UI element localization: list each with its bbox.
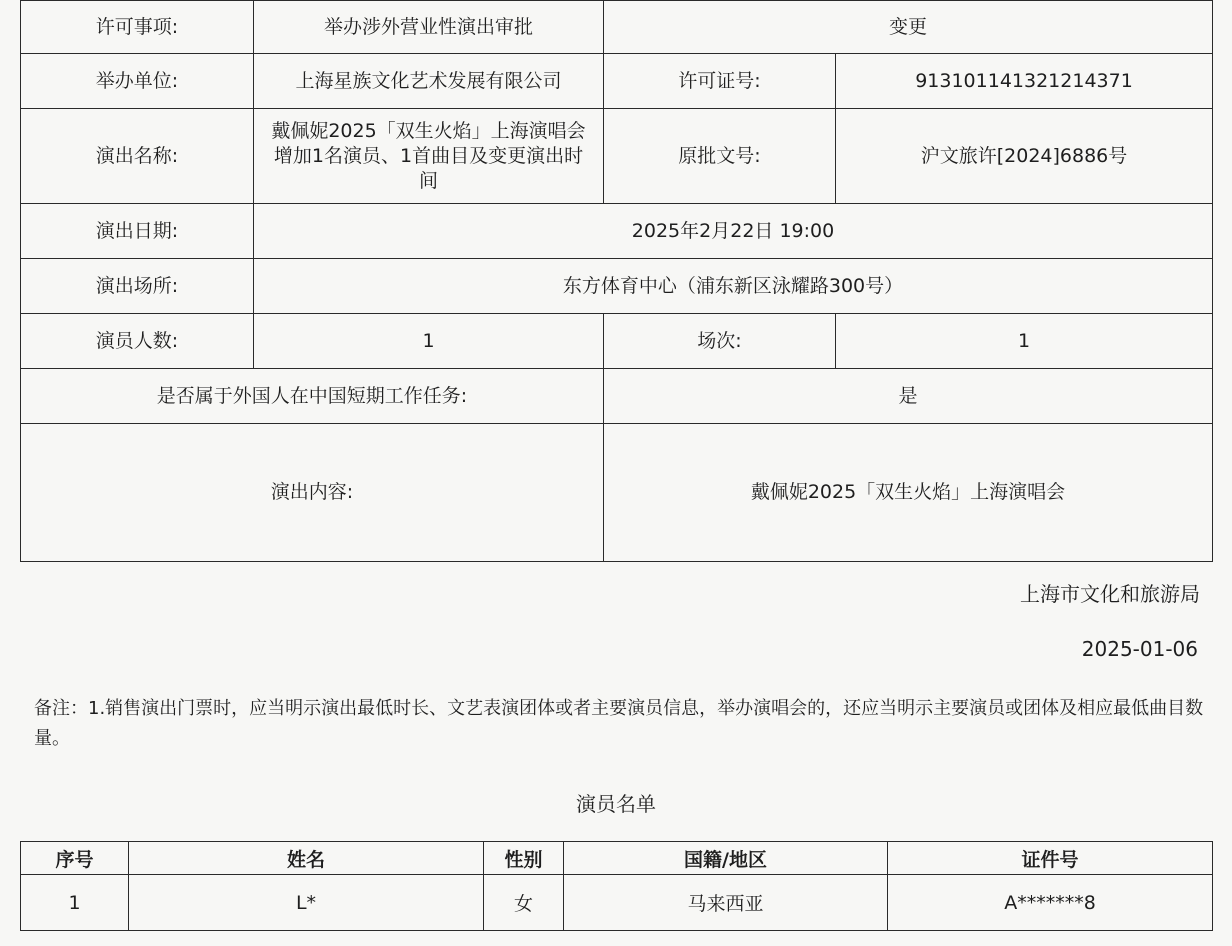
organizer-label: 举办单位: [21, 54, 254, 109]
header-index: 序号 [21, 842, 129, 875]
item-type: 变更 [604, 1, 1213, 54]
cell-index: 1 [21, 875, 129, 931]
permit-row-show-name [21, 109, 1213, 204]
item-value: 举办涉外营业性演出审批 [254, 1, 604, 54]
cell-nationality: 马来西亚 [564, 875, 888, 931]
permit-row-performers [21, 314, 1213, 369]
roster-title: 演员名单 [576, 792, 656, 816]
permit-row-date [21, 204, 1213, 259]
approval-label: 原批文号: [604, 109, 836, 204]
remark-note: 备注：1.销售演出门票时，应当明示演出最低时长、文艺表演团体或者主要演员信息，举办演唱会的，还应当明示主要演员或团体及相应最低曲目数量。 [34, 698, 1204, 749]
cell-name: L* [129, 875, 484, 931]
item-label: 许可事项: [21, 1, 254, 54]
permit-row-organizer [21, 54, 1213, 109]
permit-row-item [21, 1, 1213, 54]
cell-id-number: A*******8 [888, 875, 1213, 931]
content-label: 演出内容: [21, 424, 604, 562]
header-gender: 性别 [484, 842, 564, 875]
license-label: 许可证号: [604, 54, 836, 109]
show-name-label: 演出名称: [21, 109, 254, 204]
cell-gender: 女 [484, 875, 564, 931]
organizer-value: 上海星族文化艺术发展有限公司 [254, 54, 604, 109]
date-value: 2025年2月22日 19:00 [254, 204, 1213, 259]
content-value: 戴佩妮2025「双生火焰」上海演唱会 [604, 424, 1213, 562]
issuing-authority: 上海市文化和旅游局 [1020, 582, 1200, 606]
table-row [21, 875, 1213, 931]
permit-row-content [21, 424, 1213, 562]
header-nationality: 国籍/地区 [564, 842, 888, 875]
permit-row-venue [21, 259, 1213, 314]
license-value: 913101141321214371 [836, 54, 1213, 109]
foreign-value: 是 [604, 369, 1213, 424]
permit-row-foreign [21, 369, 1213, 424]
permit-table [20, 0, 1213, 562]
approval-value: 沪文旅许[2024]6886号 [836, 109, 1213, 204]
venue-label: 演出场所: [21, 259, 254, 314]
sessions-value: 1 [836, 314, 1213, 369]
performers-label: 演员人数: [21, 314, 254, 369]
sessions-label: 场次: [604, 314, 836, 369]
foreign-label: 是否属于外国人在中国短期工作任务: [21, 369, 604, 424]
roster-header-row [21, 842, 1213, 875]
header-name: 姓名 [129, 842, 484, 875]
performers-value: 1 [254, 314, 604, 369]
issue-date: 2025-01-06 [1081, 637, 1198, 661]
roster-table [20, 841, 1213, 931]
header-id-number: 证件号 [888, 842, 1213, 875]
show-name-value: 戴佩妮2025「双生火焰」上海演唱会增加1名演员、1首曲目及变更演出时间 [254, 109, 604, 204]
date-label: 演出日期: [21, 204, 254, 259]
venue-value: 东方体育中心（浦东新区泳耀路300号） [254, 259, 1213, 314]
